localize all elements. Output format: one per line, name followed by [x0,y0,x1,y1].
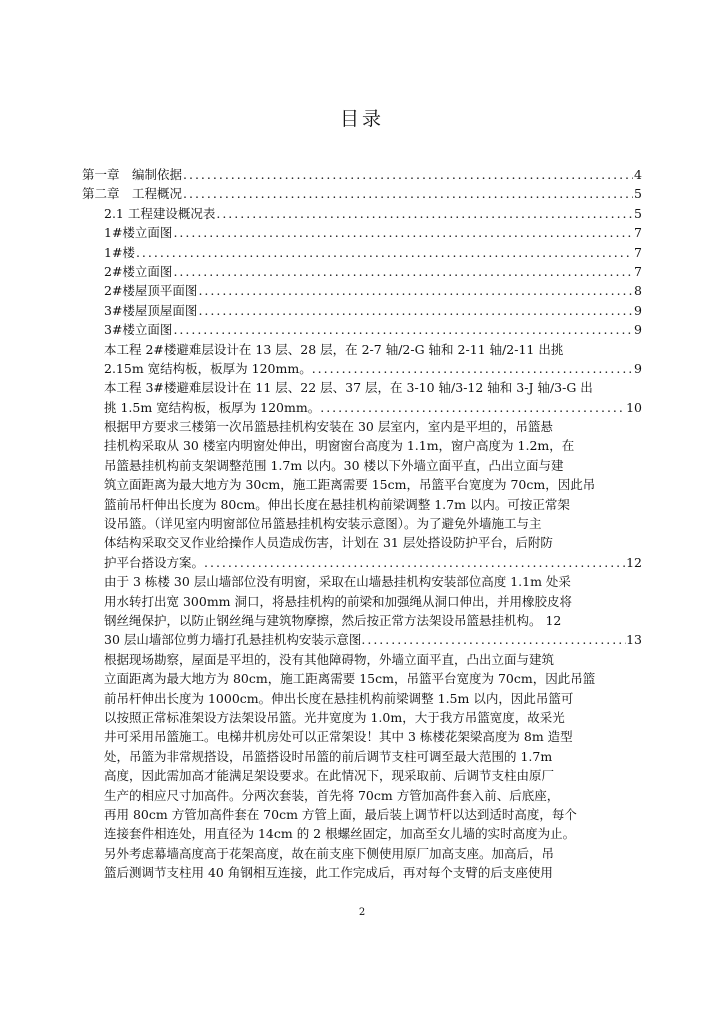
paragraph-line: 体结构采取交叉作业给操作人员造成伤害，计划在 31 层处搭设防护平台，后附防 [104,535,553,551]
page-number: 2 [358,907,366,918]
paragraph-line: 钢丝绳保护，以防止钢丝绳与建筑物摩擦，然后按正常方法架设吊篮悬挂机构。 12 [104,612,562,628]
toc-entry-chapter-2[interactable] [82,184,642,203]
paragraph-line: 连接套件相连处，用直径为 14cm 的 2 根螺丝固定，加高至女儿墙的实时高度为止。 [104,826,576,842]
toc-entry-page: 5 [634,186,642,202]
leader-dots [136,243,633,262]
paragraph-line: 根据甲方要求三楼第一次吊篮悬挂机构安装在 30 层室内，室内是平坦的，吊篮悬 [104,419,553,435]
toc-paragraph-shear-wall-diagram[interactable] [82,630,642,649]
toc-entry-label: 3#楼屋顶屋面图 [104,302,198,318]
paragraph-line: 2.15m 宽结构板，板厚为 120mm。 [104,360,312,376]
toc-entry-label: 1#楼立面图 [104,225,173,241]
toc-entry-label: 2#楼屋顶平面图 [104,283,198,299]
toc-entry-label: 第二章 工程概况 [82,186,183,202]
paragraph-line: 护平台搭设方案。 [104,554,205,570]
paragraph-line: 处，吊篮为非常规搭设，吊篮搭设时吊篮的前后调节支柱可调至最大范围的 1.7m [104,748,553,764]
paragraph-line: 再用 80cm 方管加高件套在 70cm 方管上面，最后装上调节杆以达到适时高度，每个 [104,806,577,822]
toc-entry-chapter-1[interactable] [82,165,642,184]
toc-entry-building3-elevation[interactable] [82,320,642,339]
paragraph-line: 挑 1.5m 宽结构板，板厚为 120mm。 [104,399,321,415]
toc-entry-page: 7 [634,263,642,279]
leader-dots [320,398,626,417]
toc-entry-page: 9 [634,360,642,376]
toc-entry-building1-elevation[interactable] [82,223,642,242]
toc-entry-label: 第一章 编制依据 [82,167,183,182]
leader-dots [173,223,633,242]
toc-paragraph-site-survey[interactable] [82,650,642,883]
toc-entry-label: 1#楼 [104,244,135,260]
leader-dots [312,359,634,378]
paragraph-line: 另外考虑幕墙高度高于花架高度，故在前支座下侧使用原厂加高支座。加高后，吊 [104,845,555,861]
leader-dots [216,204,633,223]
paragraph-line: 由于 3 栋楼 30 层山墙部位没有明窗，采取在山墙悬挂机构安装部位高度 1.1m 处采 [104,574,571,590]
leader-dots [183,184,633,203]
toc-entry-building1[interactable] [82,243,642,262]
toc-entry-page: 12 [626,554,642,570]
paragraph-line: 筑立面距离为最大地方为 30cm，施工距离需要 15cm，吊篮平台宽度为 70cm，因此吊 [104,477,596,493]
paragraph-line: 根据现场勘察，屋面是平坦的，没有其他障碍物，外墙立面平直，凸出立面与建筑 [104,651,555,667]
toc-title: 目录 [339,108,384,130]
toc-paragraph-gable-wall-opening[interactable] [82,572,642,630]
toc-entry-page: 7 [634,244,642,260]
toc-entry-2-1[interactable] [82,204,642,223]
table-of-contents [82,165,642,882]
toc-entry-page: 10 [626,399,642,415]
paragraph-line: 本工程 3#楼避难层设计在 11 层、22 层、37 层，在 3-10 轴/3-12 轴和 3-J 轴/3-G 出 [104,380,593,396]
toc-entry-label: 2#楼立面图 [104,263,173,279]
toc-paragraph-building2-refuge[interactable] [82,340,642,379]
toc-entry-label: 2.1 工程建设概况表 [104,205,216,221]
paragraph-line: 本工程 2#楼避难层设计在 13 层、28 层，在 2-7 轴/2-G 轴和 2-11 轴/2-11 出挑 [104,341,564,357]
paragraph-line: 前吊杆伸出长度为 1000cm。伸出长度在悬挂机构前梁调整 1.5m 以内，因此吊篮可 [104,690,574,706]
toc-paragraph-basket-install-30f[interactable] [82,417,642,572]
paragraph-line: 立面距离为最大地方为 80cm，施工距离需要 15cm，吊篮平台宽度为 70cm，因此吊篮 [104,671,596,687]
paragraph-line: 吊篮悬挂机构前支架调整范围 1.7m 以内。30 楼以下外墙立面平直，凸出立面与建 [104,457,564,473]
paragraph-line: 挂机构采取从 30 楼室内明窗处伸出，明窗窗台高度为 1.1m，窗户高度为 1.2m，在 [104,438,575,454]
paragraph-line: 设吊篮。（详见室内明窗部位吊篮悬挂机构安装示意图）。为了避免外墙施工与主 [104,516,542,532]
paragraph-line: 用水转打出宽 300mm 洞口，将悬挂机构的前梁和加强绳从洞口伸出，并用橡胶皮将 [104,593,573,609]
leader-dots [198,301,633,320]
toc-entry-page: 7 [634,225,642,241]
paragraph-line: 井可采用吊篮施工。电梯井机房处可以正常架设！其中 3 栋楼花架梁高度为 8m 造型 [104,729,573,745]
toc-entry-page: 4 [634,167,642,182]
paragraph-line: 以按照正常标准架设方法架设吊篮。光井宽度为 1.0m，大于我方吊篮宽度，故采光 [104,709,565,725]
toc-entry-building2-roof-plan[interactable] [82,281,642,300]
toc-entry-page: 9 [634,302,642,318]
leader-dots [173,320,633,339]
toc-paragraph-building3-refuge[interactable] [82,378,642,417]
paragraph-line: 生产的相应尺寸加高件。分两次套装，首先将 70cm 方管加高件套入前、后底座， [104,787,560,803]
leader-dots [183,165,633,184]
toc-entry-page: 9 [634,322,642,338]
paragraph-line: 高度，因此需加高才能满足架设要求。在此情况下，现采取前、后调节支柱由原厂 [104,768,555,784]
toc-entry-page: 5 [634,205,642,221]
toc-entry-page: 13 [626,632,642,648]
leader-dots [173,262,633,281]
toc-entry-building2-elevation[interactable] [82,262,642,281]
toc-entry-page: 8 [634,283,642,299]
paragraph-line: 篮前吊杆伸出长度为 80cm。伸出长度在悬挂机构前梁调整 1.7m 以内。可按正常架 [104,496,570,512]
paragraph-line: 篮后测调节支柱用 40 角钢相互连接，此工作完成后，再对每个支臂的后支座使用 [104,865,553,881]
leader-dots [361,630,626,649]
toc-entry-label: 3#楼立面图 [104,322,173,338]
leader-dots [198,281,633,300]
leader-dots [204,553,626,572]
paragraph-line: 30 层山墙部位剪力墙打孔悬挂机构安装示意图 [104,632,362,648]
toc-entry-building3-roof[interactable] [82,301,642,320]
